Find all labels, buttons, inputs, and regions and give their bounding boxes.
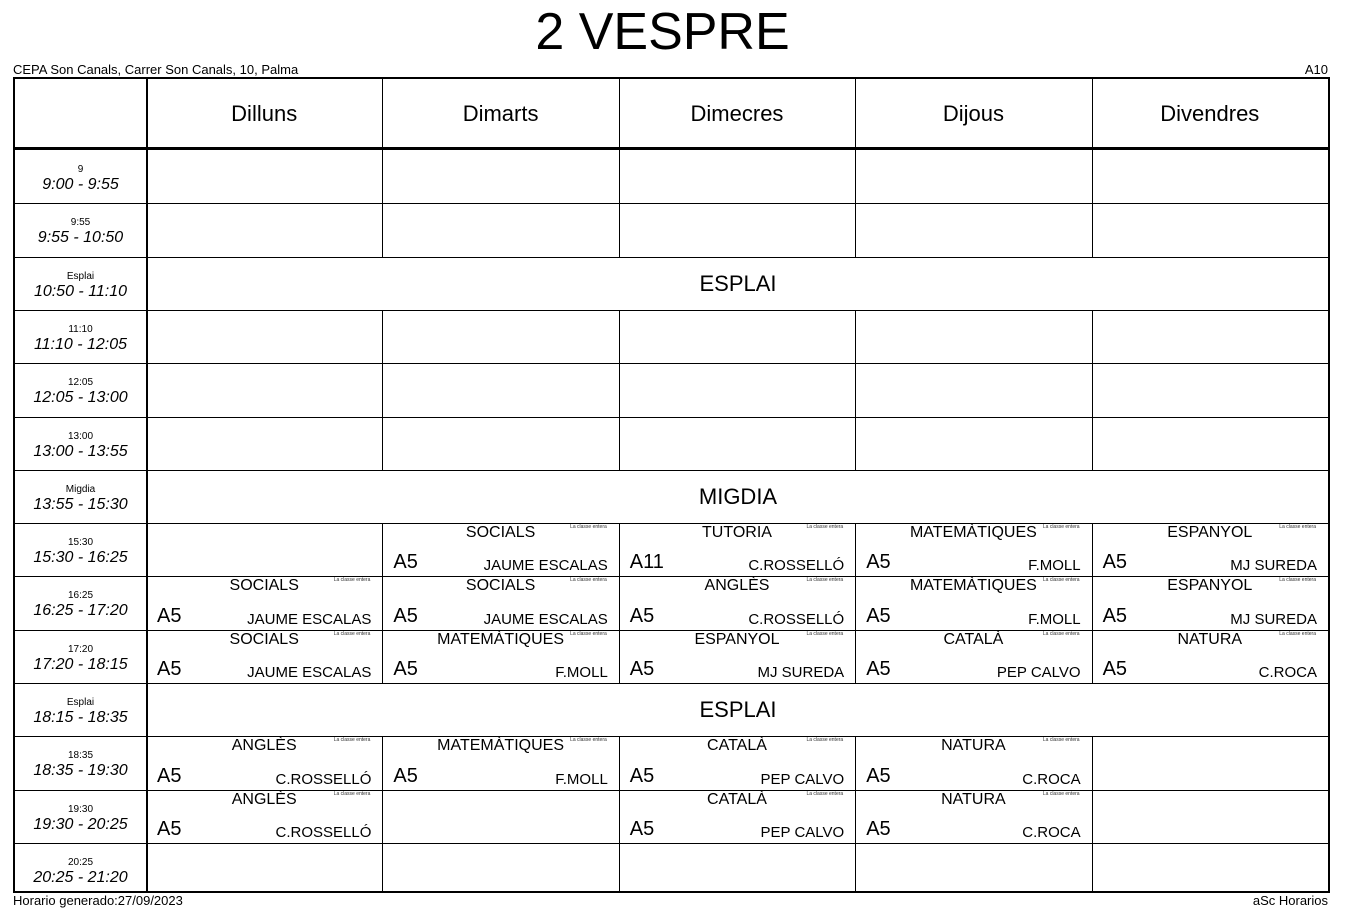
lesson-group-tag: La classe entera — [806, 790, 844, 797]
lesson-cell[interactable] — [382, 736, 618, 789]
lesson-room: A5 — [629, 604, 655, 627]
row-divider — [15, 843, 1328, 844]
lesson-room: A5 — [393, 604, 418, 627]
lesson-group-tag: La classe entera — [570, 524, 607, 531]
period-label: 18:35 — [67, 750, 94, 762]
lesson-room: A5 — [866, 817, 891, 840]
period-time-range: 20:25 - 21:20 — [33, 868, 128, 886]
lesson-cell[interactable] — [382, 576, 618, 629]
lesson-subject: ANGLÈS — [704, 577, 770, 595]
period-label: 11:10 — [68, 323, 93, 335]
lesson-cell[interactable] — [619, 736, 855, 789]
lesson-subject: NATURA — [941, 790, 1006, 808]
lesson-room: A5 — [1102, 657, 1128, 680]
lesson-teacher: C.ROSSELLÓ — [748, 610, 845, 628]
period-label: 12:05 — [67, 377, 94, 389]
lesson-group-tag: La classe entera — [806, 577, 844, 584]
lesson-group-tag: La classe entera — [1042, 737, 1080, 744]
lesson-subject: MATEMÀTIQUES — [437, 630, 564, 648]
lesson-group-tag: La classe entera — [1279, 524, 1316, 531]
period-time-range: 16:25 - 17:20 — [33, 602, 128, 620]
period-label: 19:30 — [67, 803, 94, 815]
lesson-teacher: MJ SUREDA — [1230, 557, 1317, 575]
period-time-cell — [15, 576, 146, 629]
lesson-room: A5 — [866, 657, 891, 680]
lesson-teacher: JAUME ESCALAS — [247, 663, 372, 681]
period-label: 16:25 — [67, 590, 94, 602]
lesson-subject: CATALÀ — [707, 737, 767, 755]
lesson-teacher: C.ROSSELLÓ — [748, 557, 845, 575]
lesson-room: A5 — [157, 657, 182, 680]
period-time-range: 11:10 - 12:05 — [33, 335, 128, 353]
lesson-room: A5 — [157, 764, 182, 787]
period-time-range: 10:50 - 11:10 — [33, 282, 128, 300]
lesson-room: A5 — [157, 604, 182, 627]
lesson-subject: NATURA — [1177, 630, 1243, 648]
lesson-group-tag: La classe entera — [806, 737, 844, 744]
period-label: 9:55 — [70, 217, 91, 229]
lesson-group-tag: La classe entera — [1279, 577, 1316, 584]
lesson-subject: MATEMÀTIQUES — [909, 524, 1037, 542]
period-label: 9 — [77, 164, 84, 175]
period-label: Esplai — [66, 270, 95, 282]
period-label: 20:25 — [67, 856, 94, 868]
lesson-subject: MATEMÀTIQUES — [437, 737, 564, 755]
lesson-subject: CATALÀ — [943, 630, 1004, 648]
period-label: 17:20 — [67, 643, 94, 655]
lesson-teacher: C.ROCA — [1022, 823, 1081, 841]
period-label: 15:30 — [67, 537, 94, 549]
lesson-room: A5 — [1102, 604, 1128, 627]
lesson-cell[interactable] — [619, 790, 855, 843]
lesson-teacher: F.MOLL — [555, 770, 608, 788]
lesson-cell[interactable] — [855, 630, 1091, 683]
row-divider — [15, 417, 1328, 418]
lesson-teacher: C.ROSSELLÓ — [275, 823, 372, 841]
lesson-group-tag: La classe entera — [333, 630, 371, 637]
day-header-dimecres: Dimecres — [690, 100, 784, 126]
period-time-cell — [15, 736, 146, 789]
period-label: 13:00 — [67, 430, 94, 442]
period-time-range: 17:20 - 18:15 — [33, 655, 128, 673]
lesson-subject: ESPANYOL — [694, 630, 780, 648]
row-divider — [15, 203, 1328, 204]
lesson-cell[interactable] — [1092, 576, 1328, 629]
lesson-room: A5 — [629, 657, 655, 680]
lesson-group-tag: La classe entera — [806, 524, 844, 531]
lesson-subject: TUTORIA — [702, 524, 772, 542]
lesson-room: A5 — [866, 551, 891, 574]
lesson-cell[interactable] — [619, 630, 855, 683]
day-header-divendres: Divendres — [1160, 100, 1260, 126]
day-header-dilluns: Dilluns — [231, 100, 298, 126]
room-code: A10 — [1304, 62, 1328, 77]
lesson-room: A5 — [157, 817, 182, 840]
lesson-room: A11 — [629, 551, 664, 574]
lesson-cell[interactable] — [146, 790, 382, 843]
lesson-group-tag: La classe entera — [1042, 790, 1080, 797]
lesson-cell[interactable] — [855, 736, 1091, 789]
lesson-cell[interactable] — [382, 630, 618, 683]
period-time-cell — [15, 523, 146, 576]
lesson-teacher: PEP CALVO — [996, 663, 1081, 681]
lesson-teacher: JAUME ESCALAS — [247, 610, 372, 628]
period-time-range: 19:30 - 20:25 — [33, 815, 128, 833]
lesson-cell[interactable] — [1092, 630, 1328, 683]
lesson-subject: NATURA — [941, 737, 1006, 755]
lesson-group-tag: La classe entera — [570, 630, 607, 637]
lesson-teacher: PEP CALVO — [760, 770, 845, 788]
timetable-grid — [13, 77, 1330, 893]
lesson-cell[interactable] — [382, 523, 618, 576]
lesson-subject: SOCIALS — [465, 524, 536, 542]
row-divider — [15, 310, 1328, 311]
lesson-cell[interactable] — [855, 523, 1091, 576]
lesson-room: A5 — [629, 764, 655, 787]
lesson-cell[interactable] — [146, 630, 382, 683]
period-time-cell — [15, 363, 146, 416]
lesson-cell[interactable] — [1092, 523, 1328, 576]
lesson-group-tag: La classe entera — [1042, 524, 1080, 531]
lesson-subject: MATEMÀTIQUES — [909, 577, 1037, 595]
header-divider — [15, 147, 1328, 150]
lesson-cell[interactable] — [146, 576, 382, 629]
lesson-teacher: C.ROCA — [1022, 770, 1081, 788]
lesson-group-tag: La classe entera — [1042, 577, 1080, 584]
lesson-group-tag: La classe entera — [333, 790, 371, 797]
generated-date: Horario generado:27/09/2023 — [13, 893, 183, 908]
lesson-group-tag: La classe entera — [333, 577, 371, 584]
break-row-esplai: ESPLAI — [148, 684, 1328, 736]
lesson-subject: ESPANYOL — [1167, 577, 1253, 595]
day-header-dimarts: Dimarts — [462, 100, 539, 126]
page-title: 2 VESPRE — [535, 3, 790, 61]
period-time-cell — [15, 310, 146, 363]
lesson-room: A5 — [393, 764, 418, 787]
lesson-room: A5 — [866, 764, 891, 787]
period-label: Migdia — [65, 483, 96, 495]
lesson-room: A5 — [393, 551, 418, 574]
period-time-cell — [15, 150, 146, 203]
period-time-cell — [15, 630, 146, 683]
period-time-range: 15:30 - 16:25 — [33, 549, 128, 567]
lesson-subject: SOCIALS — [229, 577, 299, 595]
lesson-cell[interactable] — [855, 576, 1091, 629]
lesson-group-tag: La classe entera — [570, 577, 607, 584]
lesson-room: A5 — [866, 604, 891, 627]
lesson-room: A5 — [1102, 551, 1128, 574]
period-time-range: 9:55 - 10:50 — [37, 229, 124, 247]
lesson-cell[interactable] — [619, 576, 855, 629]
period-time-range: 13:55 - 15:30 — [33, 495, 128, 513]
period-time-cell — [15, 470, 146, 523]
lesson-teacher: C.ROCA — [1258, 663, 1317, 681]
period-time-range: 18:15 - 18:35 — [33, 709, 128, 726]
period-time-cell — [15, 683, 146, 736]
break-row-esplai: ESPLAI — [148, 258, 1328, 310]
period-time-cell — [15, 843, 146, 896]
period-time-cell — [15, 790, 146, 843]
lesson-cell[interactable] — [146, 736, 382, 789]
lesson-teacher: F.MOLL — [1028, 610, 1081, 628]
lesson-teacher: JAUME ESCALAS — [483, 557, 608, 575]
lesson-room: A5 — [393, 657, 418, 680]
lesson-teacher: PEP CALVO — [760, 823, 845, 841]
period-time-range: 13:00 - 13:55 — [33, 442, 128, 460]
lesson-teacher: MJ SUREDA — [1230, 610, 1317, 628]
break-row-migdia: MIGDIA — [148, 471, 1328, 523]
lesson-subject: SOCIALS — [465, 577, 536, 595]
lesson-subject: ESPANYOL — [1167, 524, 1253, 542]
lesson-teacher: F.MOLL — [1028, 557, 1081, 575]
lesson-cell[interactable] — [855, 790, 1091, 843]
lesson-subject: ANGLÈS — [231, 737, 297, 755]
software-credit: aSc Horarios — [1252, 893, 1328, 908]
lesson-subject: ANGLÈS — [231, 790, 297, 808]
lesson-teacher: JAUME ESCALAS — [483, 610, 608, 628]
period-time-range: 12:05 - 13:00 — [33, 389, 128, 407]
period-time-cell — [15, 257, 146, 310]
period-label: Esplai — [66, 697, 95, 708]
lesson-group-tag: La classe entera — [1279, 630, 1316, 637]
school-address: CEPA Son Canals, Carrer Son Canals, 10, Palma — [13, 62, 299, 77]
period-time-range: 9:00 - 9:55 — [42, 176, 119, 193]
lesson-subject: SOCIALS — [229, 630, 299, 648]
row-divider — [15, 363, 1328, 364]
lesson-group-tag: La classe entera — [806, 630, 844, 637]
lesson-group-tag: La classe entera — [333, 737, 371, 744]
day-header-dijous: Dijous — [942, 100, 1004, 126]
lesson-teacher: C.ROSSELLÓ — [275, 770, 372, 788]
lesson-group-tag: La classe entera — [570, 737, 607, 744]
lesson-cell[interactable] — [619, 523, 855, 576]
period-time-cell — [15, 417, 146, 470]
lesson-teacher: MJ SUREDA — [757, 663, 845, 681]
period-time-range: 18:35 - 19:30 — [33, 762, 128, 780]
lesson-room: A5 — [629, 817, 655, 840]
lesson-teacher: F.MOLL — [555, 663, 608, 681]
lesson-group-tag: La classe entera — [1042, 630, 1080, 637]
lesson-subject: CATALÀ — [707, 790, 767, 808]
period-time-cell — [15, 203, 146, 256]
